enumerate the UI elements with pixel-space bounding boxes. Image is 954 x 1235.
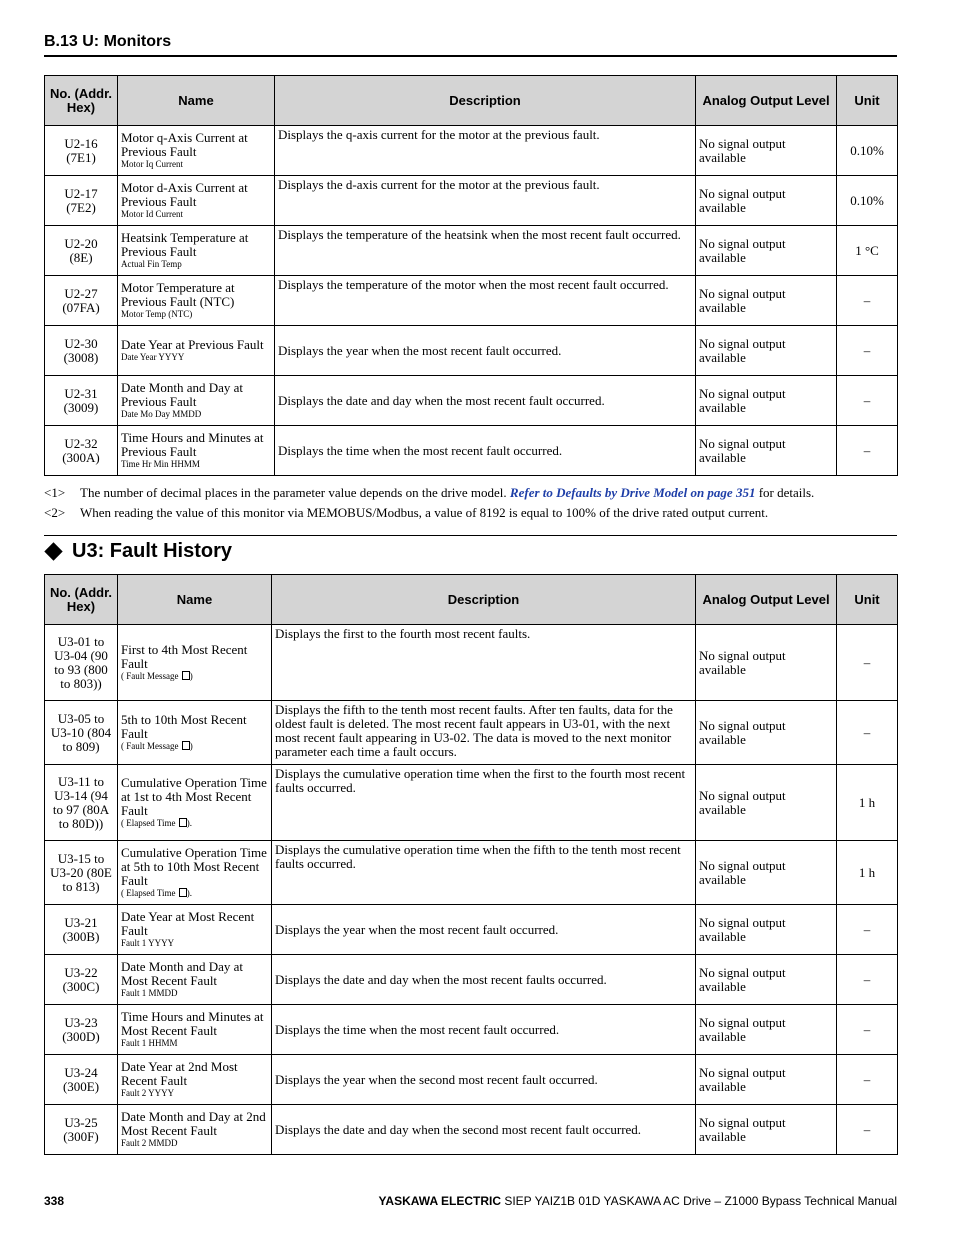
table-row <box>45 376 898 426</box>
param-name: Date Month and Day at Most Recent Fault Fault 1 MMDD <box>118 955 272 1005</box>
footer-manual-title: YASKAWA ELECTRIC SIEP YAIZ1B 01D YASKAWA AC Drive – Z1000 Bypass Technical Manual <box>378 1194 897 1208</box>
param-unit: – <box>837 276 898 326</box>
analog-level: No signal output available <box>696 176 837 226</box>
lcd-label: Actual Fin Temp <box>121 259 182 269</box>
param-unit: 1 h <box>837 841 898 905</box>
param-unit: – <box>837 326 898 376</box>
col-header-analog: Analog Output Level <box>696 76 837 126</box>
analog-level: No signal output available <box>696 905 837 955</box>
analog-level: No signal output available <box>696 841 837 905</box>
param-description: Displays the year when the most recent fault occurred. <box>275 326 696 376</box>
lcd-label: Motor Temp (NTC) <box>121 309 193 319</box>
param-description: Displays the temperature of the motor when the most recent fault occurred. <box>275 276 696 326</box>
param-unit: 1 °C <box>837 226 898 276</box>
table-row <box>45 1055 898 1105</box>
lcd-label: ( Fault Message ) <box>121 671 193 681</box>
monitors-table <box>44 75 898 476</box>
table-row <box>45 326 898 376</box>
param-number: U3-21 (300B) <box>45 905 118 955</box>
param-number: U3-11 to U3-14 (94 to 97 (80A to 80D)) <box>45 765 118 841</box>
table-row <box>45 276 898 326</box>
diamond-icon <box>44 542 62 560</box>
section-title: B.13 U: Monitors <box>44 33 172 50</box>
param-name: Motor d-Axis Current at Previous Fault Motor Id Current <box>118 176 275 226</box>
analog-level: No signal output available <box>696 426 837 476</box>
table-row <box>45 955 898 1005</box>
analog-level: No signal output available <box>696 126 837 176</box>
lcd-label: Motor Id Current <box>121 209 183 219</box>
param-description: Displays the d-axis current for the motor at the previous fault. <box>275 176 696 226</box>
param-description: Displays the time when the most recent fault occurred. <box>272 1005 696 1055</box>
table-row <box>45 126 898 176</box>
col-header-description: Description <box>275 76 696 126</box>
col-header-no: No. (Addr. Hex) <box>45 575 118 625</box>
param-name: Cumulative Operation Time at 5th to 10th Most Recent Fault ( Elapsed Time ). <box>118 841 272 905</box>
param-unit: – <box>837 426 898 476</box>
param-description: Displays the temperature of the heatsink when the most recent fault occurred. <box>275 226 696 276</box>
param-description: Displays the year when the second most recent fault occurred. <box>272 1055 696 1105</box>
param-number: U3-23 (300D) <box>45 1005 118 1055</box>
param-description: Displays the date and day when the second most recent fault occurred. <box>272 1105 696 1155</box>
analog-level: No signal output available <box>696 701 837 765</box>
param-name: Date Month and Day at Previous Fault Date Mo Day MMDD <box>118 376 275 426</box>
analog-level: No signal output available <box>696 1005 837 1055</box>
param-name: Date Year at 2nd Most Recent Fault Fault 2 YYYY <box>118 1055 272 1105</box>
footer-brand: YASKAWA ELECTRIC <box>378 1194 501 1208</box>
col-header-no: No. (Addr. Hex) <box>45 76 118 126</box>
header-rule <box>44 55 897 57</box>
lcd-label: ( Elapsed Time ). <box>121 888 193 898</box>
param-unit: 0.10% <box>837 176 898 226</box>
param-description: Displays the date and day when the most recent fault occurred. <box>275 376 696 426</box>
table-row <box>45 625 898 701</box>
param-unit: 0.10% <box>837 126 898 176</box>
table-row <box>45 905 898 955</box>
table-row <box>45 1005 898 1055</box>
analog-level: No signal output available <box>696 955 837 1005</box>
param-description: Displays the q-axis current for the motor at the previous fault. <box>275 126 696 176</box>
param-description: Displays the fifth to the tenth most recent faults. After ten faults, data for the oldest fault is deleted. The most recent fault appears in U3-01, with the next most recent fault appearing in U3-02. The data is moved to the next monitor parameter each time a fault occurs. <box>272 701 696 765</box>
param-unit: – <box>837 625 898 701</box>
param-number: U3-25 (300F) <box>45 1105 118 1155</box>
param-number: U3-15 to U3-20 (80E to 813) <box>45 841 118 905</box>
lcd-label: ( Fault Message ) <box>121 741 193 751</box>
col-header-description: Description <box>272 575 696 625</box>
param-unit: – <box>837 1055 898 1105</box>
param-number: U2-32 (300A) <box>45 426 118 476</box>
page-number: 338 <box>44 1194 65 1208</box>
col-header-unit: Unit <box>837 575 898 625</box>
table-row <box>45 176 898 226</box>
page-reference-link[interactable]: Refer to Defaults by Drive Model on page 351 <box>509 485 756 500</box>
analog-level: No signal output available <box>696 376 837 426</box>
param-name: Date Month and Day at 2nd Most Recent Fault Fault 2 MMDD <box>118 1105 272 1155</box>
placeholder-box-icon <box>182 741 190 750</box>
param-number: U2-30 (3008) <box>45 326 118 376</box>
lcd-label: Fault 1 MMDD <box>121 988 178 998</box>
lcd-label: ( Elapsed Time ). <box>121 818 193 828</box>
fault-history-table <box>44 574 898 1155</box>
analog-level: No signal output available <box>696 1055 837 1105</box>
param-number: U2-16 (7E1) <box>45 126 118 176</box>
analog-level: No signal output available <box>696 765 837 841</box>
param-name: 5th to 10th Most Recent Fault ( Fault Message ) <box>118 701 272 765</box>
lcd-label: Fault 2 MMDD <box>121 1138 178 1148</box>
param-description: Displays the first to the fourth most recent faults. <box>272 625 696 701</box>
table-row <box>45 426 898 476</box>
param-number: U3-24 (300E) <box>45 1055 118 1105</box>
param-unit: – <box>837 955 898 1005</box>
table-row <box>45 226 898 276</box>
param-unit: – <box>837 701 898 765</box>
footnote-mark: <2> <box>44 505 66 520</box>
param-number: U2-31 (3009) <box>45 376 118 426</box>
param-name: Date Year at Most Recent Fault Fault 1 YYYY <box>118 905 272 955</box>
placeholder-box-icon <box>179 818 187 827</box>
analog-level: No signal output available <box>696 1105 837 1155</box>
param-name: Motor q-Axis Current at Previous Fault Motor Iq Current <box>118 126 275 176</box>
param-description: Displays the time when the most recent fault occurred. <box>275 426 696 476</box>
lcd-label: Date Year YYYY <box>121 352 185 362</box>
table-row <box>45 765 898 841</box>
param-name: Cumulative Operation Time at 1st to 4th Most Recent Fault ( Elapsed Time ). <box>118 765 272 841</box>
lcd-label: Date Mo Day MMDD <box>121 409 202 419</box>
param-number: U3-01 to U3-04 (90 to 93 (800 to 803)) <box>45 625 118 701</box>
footnotes <box>44 483 904 523</box>
param-number: U3-05 to U3-10 (804 to 809) <box>45 701 118 765</box>
param-unit: – <box>837 905 898 955</box>
table-row <box>45 1105 898 1155</box>
param-number: U3-22 (300C) <box>45 955 118 1005</box>
col-header-analog: Analog Output Level <box>696 575 837 625</box>
param-number: U2-17 (7E2) <box>45 176 118 226</box>
param-name: Time Hours and Minutes at Most Recent Fault Fault 1 HHMM <box>118 1005 272 1055</box>
param-number: U2-20 (8E) <box>45 226 118 276</box>
footnote: <2> When reading the value of this monitor via MEMOBUS/Modbus, a value of 8192 is equal to 100% of the drive rated output current. <box>44 503 904 523</box>
param-unit: 1 h <box>837 765 898 841</box>
analog-level: No signal output available <box>696 226 837 276</box>
lcd-label: Fault 1 YYYY <box>121 938 175 948</box>
col-header-name: Name <box>118 575 272 625</box>
lcd-label: Fault 1 HHMM <box>121 1038 178 1048</box>
placeholder-box-icon <box>182 671 190 680</box>
param-name: Time Hours and Minutes at Previous Fault Time Hr Min HHMM <box>118 426 275 476</box>
table-row <box>45 841 898 905</box>
fault-history-heading: U3: Fault History <box>44 540 232 563</box>
lcd-label: Time Hr Min HHMM <box>121 459 200 469</box>
lcd-label: Motor Iq Current <box>121 159 183 169</box>
param-name: Motor Temperature at Previous Fault (NTC) Motor Temp (NTC) <box>118 276 275 326</box>
param-unit: – <box>837 1005 898 1055</box>
lcd-label: Fault 2 YYYY <box>121 1088 175 1098</box>
table-row <box>45 701 898 765</box>
analog-level: No signal output available <box>696 276 837 326</box>
param-name: First to 4th Most Recent Fault ( Fault Message ) <box>118 625 272 701</box>
param-unit: – <box>837 376 898 426</box>
placeholder-box-icon <box>179 888 187 897</box>
param-unit: – <box>837 1105 898 1155</box>
col-header-unit: Unit <box>837 76 898 126</box>
footnote: <1> The number of decimal places in the parameter value depends on the drive model. Refer to Defaults by Drive Model on page 351 for details. <box>44 483 904 503</box>
param-description: Displays the cumulative operation time when the first to the fourth most recent faults occurred. <box>272 765 696 841</box>
param-description: Displays the cumulative operation time when the fifth to the tenth most recent faults occurred. <box>272 841 696 905</box>
analog-level: No signal output available <box>696 625 837 701</box>
param-description: Displays the date and day when the most recent faults occurred. <box>272 955 696 1005</box>
param-number: U2-27 (07FA) <box>45 276 118 326</box>
section-rule <box>44 535 897 536</box>
col-header-name: Name <box>118 76 275 126</box>
footnote-mark: <1> <box>44 485 66 500</box>
param-name: Heatsink Temperature at Previous Fault Actual Fin Temp <box>118 226 275 276</box>
analog-level: No signal output available <box>696 326 837 376</box>
param-description: Displays the year when the most recent fault occurred. <box>272 905 696 955</box>
param-name: Date Year at Previous Fault Date Year YYYY <box>118 326 275 376</box>
